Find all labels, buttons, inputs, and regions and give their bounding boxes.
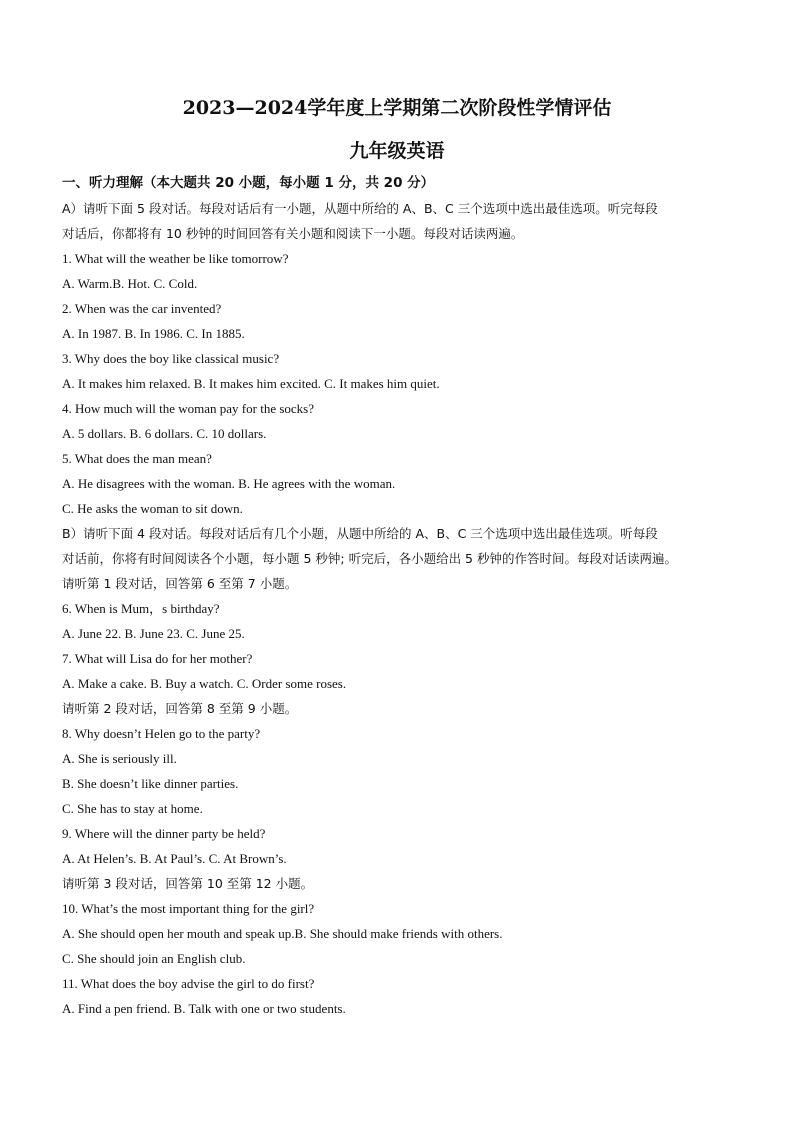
question-line: A. June 22. B. June 23. C. June 25. [62,626,245,641]
question-line: A. She is seriously ill. [62,751,177,766]
question-line: 1. What will the weather be like tomorrow? [62,251,289,266]
question-line: C. She should join an English club. [62,951,246,966]
exam-subtitle: 九年级英语 [349,140,445,162]
question-line: 3. Why does the boy like classical music? [62,351,280,366]
instruction-line: A）请听下面 5 段对话。每段对话后有一小题，从题中所给的 A、B、C 三个选项中选出最佳选项。听完每段 [62,201,658,216]
instruction-line: 请听第 3 段对话，回答第 10 至第 12 小题。 [62,876,314,891]
question-line: A. It makes him relaxed. B. It makes him excited. C. It makes him quiet. [62,376,440,391]
question-line: 9. Where will the dinner party be held? [62,826,266,841]
instruction-line: 对话前，你将有时间阅读各个小题，每小题 5 秒钟; 听完后，各小题给出 5 秒钟的作答时间。每段对话读两遍。 [62,551,677,566]
instruction-line: 请听第 1 段对话，回答第 6 至第 7 小题。 [62,576,298,591]
question-line: 8. Why doesn’t Helen go to the party? [62,726,261,741]
question-line: A. At Helen’s. B. At Paul’s. C. At Brown’s. [62,851,287,866]
question-line: A. Warm.B. Hot. C. Cold. [62,276,198,291]
question-line: A. Make a cake. B. Buy a watch. C. Order some roses. [62,676,347,691]
question-line: A. She should open her mouth and speak up.B. She should make friends with others. [62,926,503,941]
question-line: 11. What does the boy advise the girl to do first? [62,976,315,991]
question-line: A. In 1987. B. In 1986. C. In 1885. [62,326,245,341]
question-line: A. 5 dollars. B. 6 dollars. C. 10 dollars. [62,426,267,441]
question-line: 2. When was the car invented? [62,301,222,316]
question-line: 10. What’s the most important thing for the girl? [62,901,315,916]
section-heading: 一、听力理解（本大题共 20 小题，每小题 1 分，共 20 分） [62,175,435,191]
question-line: C. He asks the woman to sit down. [62,501,243,516]
exam-title: 2023—2024学年度上学期第二次阶段性学情评估 [182,97,612,119]
instruction-line: B）请听下面 4 段对话。每段对话后有几个小题，从题中所给的 A、B、C 三个选项中选出最佳选项。听每段 [62,526,658,541]
question-line: 6. When is Mum，s birthday? [62,601,220,616]
question-list [62,171,742,1021]
question-line: 7. What will Lisa do for her mother? [62,651,253,666]
question-line: B. She doesn’t like dinner parties. [62,776,239,791]
question-line: A. He disagrees with the woman. B. He agrees with the woman. [62,476,396,491]
question-line: C. She has to stay at home. [62,801,203,816]
question-line: 5. What does the man mean? [62,451,212,466]
question-line: 4. How much will the woman pay for the socks? [62,401,315,416]
instruction-line: 对话后，你都将有 10 秒钟的时间回答有关小题和阅读下一小题。每段对话读两遍。 [62,226,524,241]
question-line: A. Find a pen friend. B. Talk with one or two students. [62,1001,346,1016]
instruction-line: 请听第 2 段对话，回答第 8 至第 9 小题。 [62,701,298,716]
